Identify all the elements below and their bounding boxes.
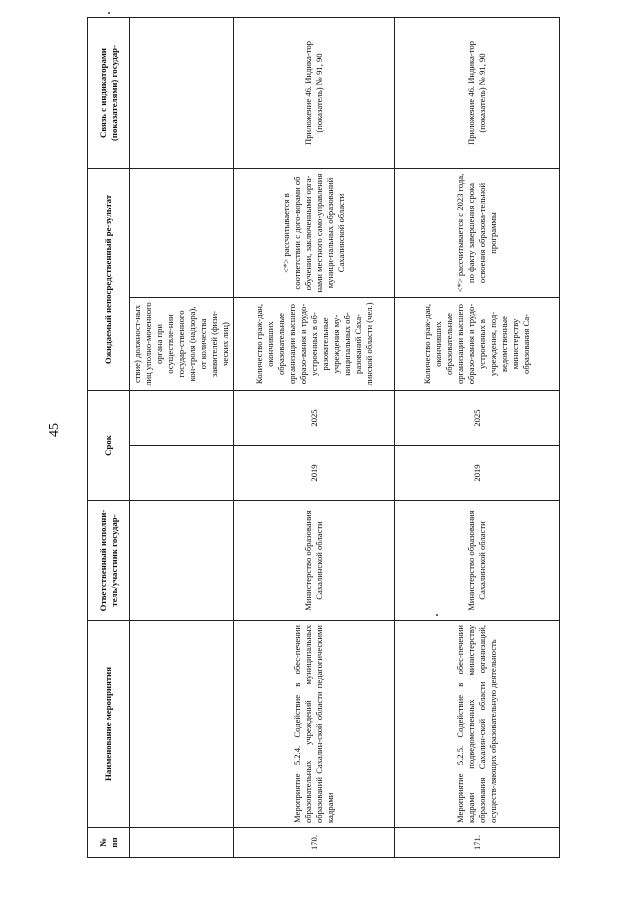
scan-speck xyxy=(436,614,438,616)
events-table xyxy=(87,17,560,858)
header-num: № пп xyxy=(88,828,130,858)
cell-start-year xyxy=(130,446,234,501)
cell-result-note: <*> рассчитывается в соответствии с дого-ворами об обучении, заключенными орга-нами местного само-управления муници-пальных образований Сахалинской области xyxy=(234,169,394,298)
cell-start-year: 2019 xyxy=(234,446,395,501)
page-number: 45 xyxy=(47,423,62,437)
scan-speck xyxy=(108,12,110,14)
table-row xyxy=(395,18,560,858)
header-executor: Ответственный исполни-тель/участник государ- xyxy=(88,501,130,621)
cell-num xyxy=(130,828,234,858)
cell-num: 170. xyxy=(234,828,395,858)
cell-result-note xyxy=(130,169,233,298)
cell-result xyxy=(234,169,395,391)
cell-name xyxy=(130,621,234,828)
cell-result xyxy=(130,169,234,391)
cell-result-indicator: ствие) должност-ных лиц уполно-моченного органа при осуществле-нии государ-ственного кон-троля (надзора), от количества заявителей (физи-ческих лиц) xyxy=(132,302,230,386)
table-row xyxy=(130,18,234,858)
header-name: Наименование мероприятия xyxy=(88,621,130,828)
rotated-table-wrapper xyxy=(87,18,542,858)
cell-indicator-link xyxy=(130,18,234,169)
cell-result xyxy=(395,169,560,391)
header-term: Срок xyxy=(88,391,130,501)
cell-result-indicator: Количество граж-дан, окончивших образовательные организации высшего образо-вания и трудо-устроенных в об-разовательные учреждения му-ниципальных об-разований Саха-линской области (чел.) xyxy=(253,302,374,386)
cell-start-year: 2019 xyxy=(395,446,560,501)
table-row xyxy=(234,18,395,858)
cell-num: 171. xyxy=(395,828,560,858)
table-header-row xyxy=(88,18,130,858)
cell-executor: Министерство образования Сахалинской области xyxy=(395,501,560,621)
cell-end-year: 2025 xyxy=(395,391,560,446)
cell-name: Мероприятие 5.2.5. Содействие в обес-печении кадрами подведомственных министерству образования Сахалин-ской области организаций, осуществ-ляющих образовательную деятельность xyxy=(395,621,560,828)
cell-name: Мероприятие 5.2.4. Содействие в обес-печении образовательных учреждений муниципальных образований Сахалин-ской области педагогическими кадрами xyxy=(234,621,395,828)
header-indicator-link: Связь с индикаторами (показателями) государ- xyxy=(88,18,130,169)
cell-executor: Министерство образования Сахалинской области xyxy=(234,501,395,621)
cell-end-year xyxy=(130,391,234,446)
cell-end-year: 2025 xyxy=(234,391,395,446)
cell-executor xyxy=(130,501,234,621)
cell-result-indicator: Количество граж-дан, окончивших образовательные организации высшего образо-вания и трудо-устроенных в учреждения, под-ведомственные министерству образования Са- xyxy=(422,303,531,385)
cell-indicator-link: Приложение 46. Индика-тор (показатель) № 91, 90 xyxy=(234,18,395,169)
cell-indicator-link: Приложение 46. Индика-тор (показатель) № 91, 90 xyxy=(395,18,560,169)
header-result: Ожидаемый непосредственный ре-зультат xyxy=(88,169,130,391)
cell-result-note: <*> рассчитывается с 2023 года, по факту завершения срока освоения образова-тельной программы xyxy=(395,169,559,298)
